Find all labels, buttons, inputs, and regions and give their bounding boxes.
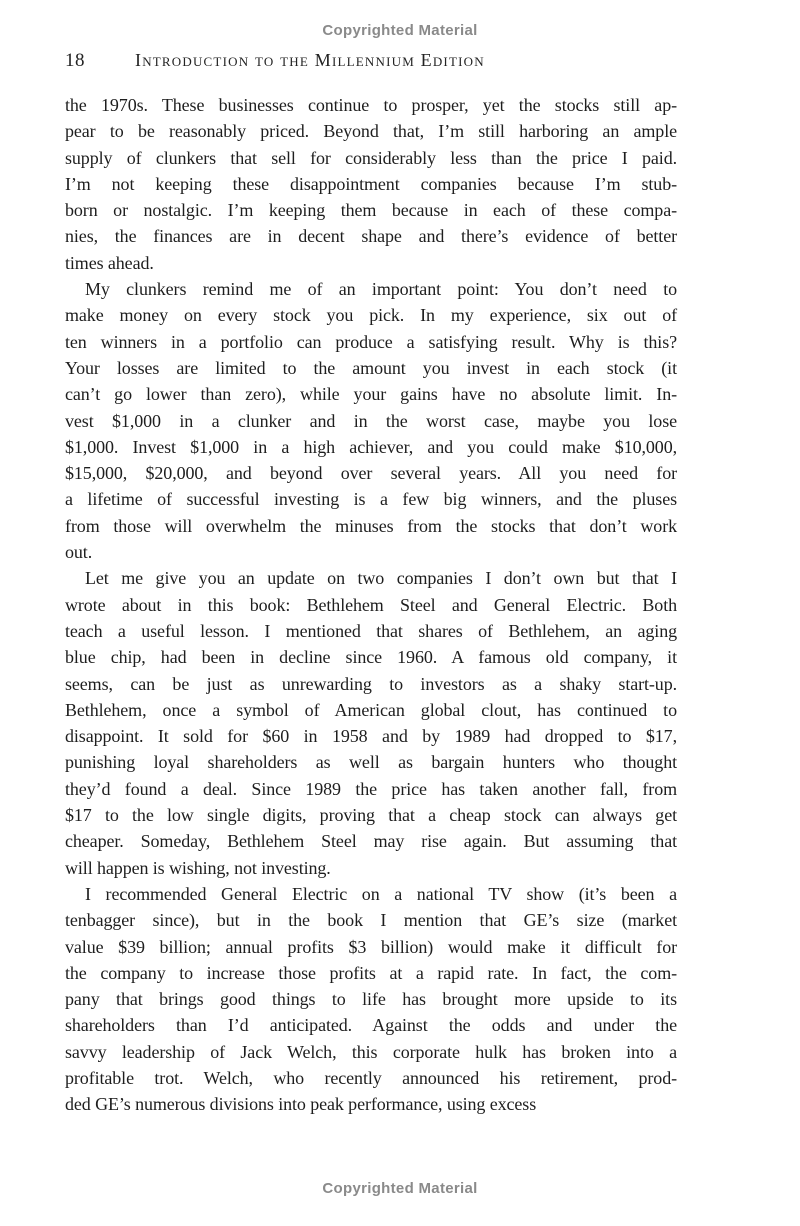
text-line: Your losses are limited to the amount you invest in each stock (it <box>65 357 677 378</box>
page-number: 18 <box>65 50 85 71</box>
text-line: the 1970s. These businesses continue to prosper, yet the stocks still ap- <box>65 95 677 115</box>
text-line: teach a useful lesson. I mentioned that shares of Bethlehem, an aging <box>65 620 677 641</box>
text-line: pear to be reasonably priced. Beyond that, I’m still harboring an ample <box>65 121 677 142</box>
text-line: savvy leadership of Jack Welch, this corporate hulk has broken into a <box>65 1041 677 1062</box>
copyright-notice-top: Copyrighted Material <box>322 22 478 39</box>
text-line: disappoint. It sold for $60 in 1958 and by 1989 had dropped to $17, <box>65 726 677 747</box>
text-line: times ahead. <box>65 252 154 273</box>
text-line: $1,000. Invest $1,000 in a high achiever, and you could make $10,000, <box>65 436 677 457</box>
text-line: vest $1,000 in a clunker and in the worst case, maybe you lose <box>65 410 677 431</box>
text-line: value $39 billion; annual profits $3 billion) would make it difficult for <box>65 936 677 957</box>
text-line: shareholders than I’d anticipated. Against the odds and under the <box>65 1015 677 1036</box>
text-line: $17 to the low single digits, proving that a cheap stock can always get <box>65 805 677 826</box>
text-line: blue chip, had been in decline since 1960. A famous old company, it <box>65 647 677 668</box>
text-line: My clunkers remind me of an important point: You don’t need to <box>85 279 677 300</box>
text-line: can’t go lower than zero), while your gains have no absolute limit. In- <box>65 384 677 405</box>
text-line: nies, the finances are in decent shape and there’s evidence of better <box>65 226 677 247</box>
text-line: make money on every stock you pick. In my experience, six out of <box>65 305 677 326</box>
text-line: born or nostalgic. I’m keeping them because in each of these compa- <box>65 200 677 221</box>
text-line: tenbagger since), but in the book I mention that GE’s size (market <box>65 910 677 931</box>
text-line: out. <box>65 542 93 563</box>
running-header-title: Introduction to the Millennium Edition <box>135 50 485 70</box>
text-line: pany that brings good things to life has brought more upside to its <box>65 989 677 1010</box>
copyright-notice-bottom: Copyrighted Material <box>322 1180 478 1197</box>
page-header <box>65 50 677 72</box>
text-line: ten winners in a portfolio can produce a satisfying result. Why is this? <box>65 331 677 352</box>
text-line: from those will overwhelm the minuses from the stocks that don’t work <box>65 515 677 536</box>
text-line: I recommended General Electric on a national TV show (it’s been a <box>85 883 677 904</box>
text-line: $15,000, $20,000, and beyond over several years. All you need for <box>65 463 677 484</box>
text-line: they’d found a deal. Since 1989 the price has taken another fall, from <box>65 778 677 799</box>
text-line: wrote about in this book: Bethlehem Steel and General Electric. Both <box>65 594 677 615</box>
text-line: punishing loyal shareholders as well as bargain hunters who thought <box>65 752 677 773</box>
body-text <box>65 92 677 1118</box>
text-line: I’m not keeping these disappointment companies because I’m stub- <box>65 173 677 194</box>
text-line: Let me give you an update on two companies I don’t own but that I <box>85 568 677 589</box>
text-line: will happen is wishing, not investing. <box>65 857 331 878</box>
text-line: Bethlehem, once a symbol of American global clout, has continued to <box>65 699 677 720</box>
text-line: cheaper. Someday, Bethlehem Steel may rise again. But assuming that <box>65 831 677 852</box>
text-line: ded GE’s numerous divisions into peak performance, using excess <box>65 1094 537 1115</box>
text-line: profitable trot. Welch, who recently announced his retirement, prod- <box>65 1067 677 1088</box>
text-line: the company to increase those profits at a rapid rate. In fact, the com- <box>65 962 677 983</box>
text-line: seems, can be just as unrewarding to investors as a shaky start-up. <box>65 673 677 694</box>
text-line: a lifetime of successful investing is a few big winners, and the pluses <box>65 489 677 510</box>
text-line: supply of clunkers that sell for considerably less than the price I paid. <box>65 147 677 168</box>
